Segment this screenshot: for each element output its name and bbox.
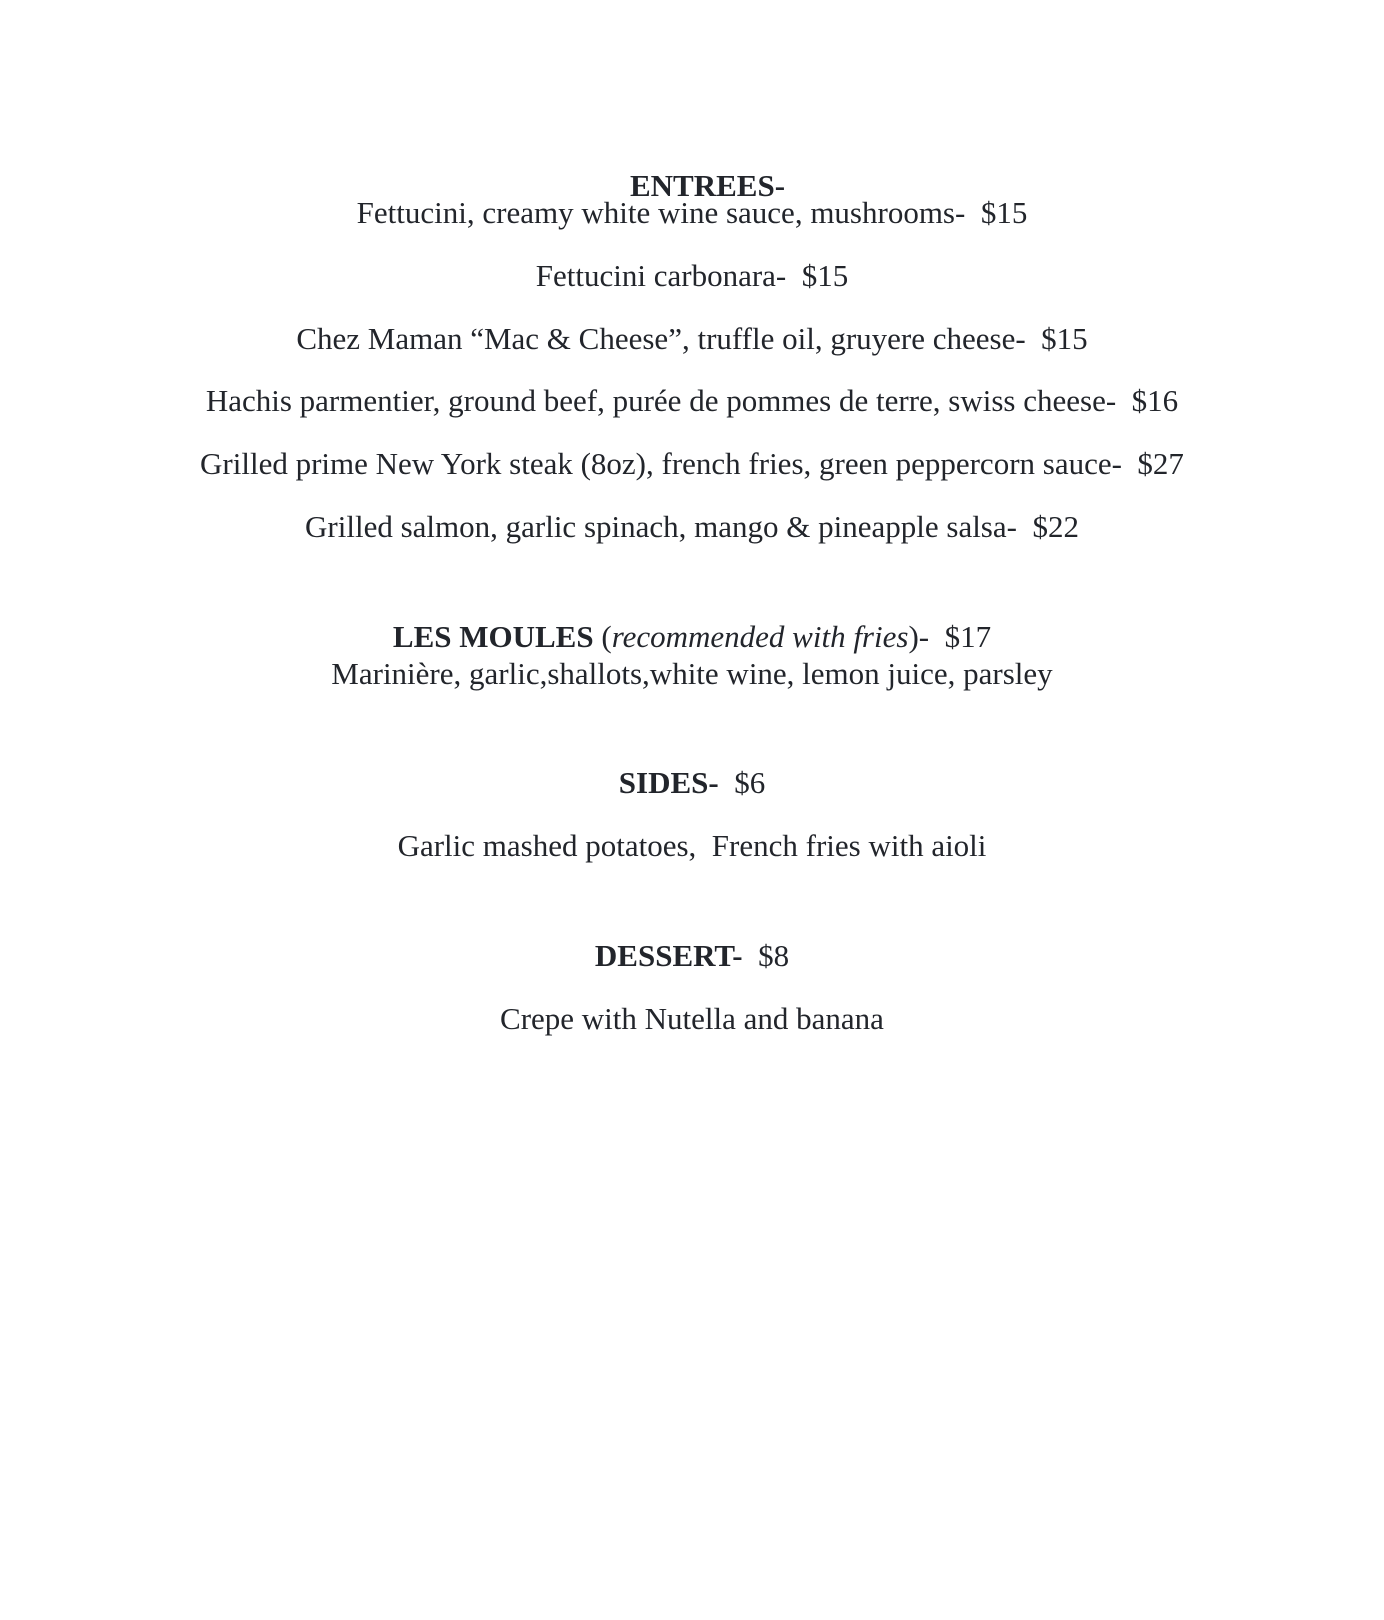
entree-item: Grilled salmon, garlic spinach, mango & pineapple salsa- $22 [305,509,1079,544]
sides-heading [0,765,1384,801]
dessert-heading [0,938,1384,974]
entree-item: Hachis parmentier, ground beef, purée de pommes de terre, swiss cheese- $16 [205,383,1179,418]
entree-item: Fettucini carbonara- $15 [535,258,849,293]
moules-heading-text: LES MOULES [392,619,594,654]
moules-paren-close: )- [908,619,937,654]
dessert-heading-text: DESSERT- [594,938,743,973]
entree-item: Chez Maman “Mac & Cheese”, truffle oil, gruyere cheese- $15 [296,321,1088,356]
moules-price: $17 [936,619,992,654]
entree-item: Grilled prime New York steak (8oz), french fries, green peppercorn sauce- $27 [200,446,1184,481]
sides-items: Garlic mashed potatoes, French fries with aioli [397,828,987,863]
dessert-price: $8 [742,938,790,973]
entree-item: Fettucini, creamy white wine sauce, mushrooms- $15 [356,195,1028,230]
sides-heading-text: SIDES- [618,765,719,800]
dessert-items: Crepe with Nutella and banana [500,1001,884,1036]
sides-price: $6 [718,765,766,800]
moules-note: recommended with fries [611,619,909,654]
entrees-heading-text: ENTREES- [629,168,786,203]
moules-paren-open: ( [593,619,612,654]
moules-description: Marinière, garlic,shallots,white wine, lemon juice, parsley [331,656,1053,691]
moules-heading [0,619,1384,655]
